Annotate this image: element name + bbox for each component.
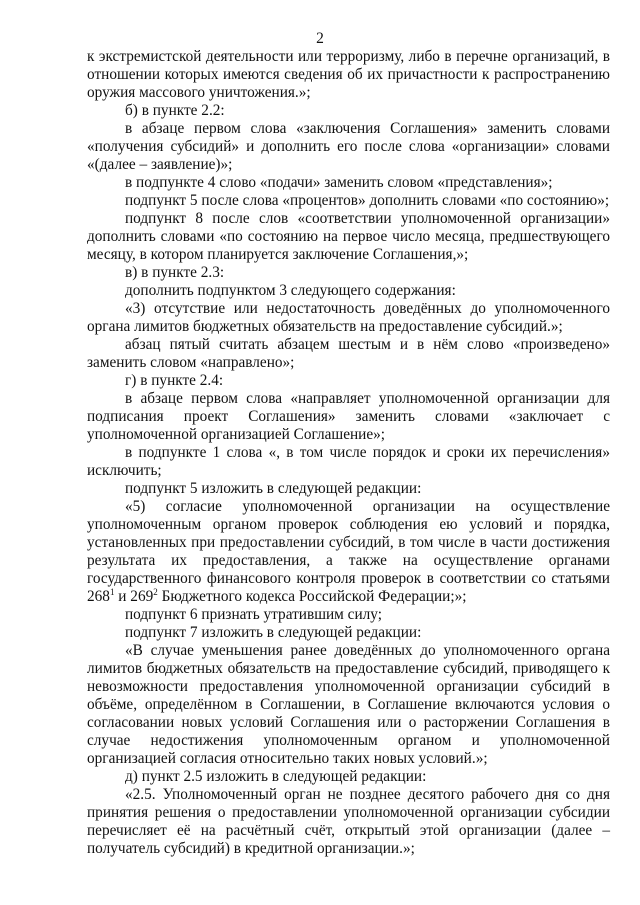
paragraph-text: «5) согласие уполномоченной организации на осуществление уполномоченным органом проверок соблюдения ею условий и порядка, установленных при предоставлении субсидий, в том числе в части достижения результата их предоставления, а также на осуществление органами государственного финансового контроля проверок в соответствии со статьями [87, 498, 610, 587]
paragraph: к экстремистской деятельности или терроризму, либо в перечне организаций, в отношении которых имеются сведения об их причастности к распространению оружия массового уничтожения.»; [87, 48, 610, 101]
paragraph: подпункт 6 признать утратившим силу; [125, 606, 382, 623]
paragraph: подпункт 5 изложить в следующей редакции: [125, 480, 422, 497]
page-number: 2 [316, 30, 324, 47]
paragraph: в подпункте 1 слова «, в том числе порядок и сроки их перечисления» исключить; [87, 444, 610, 479]
paragraph: в) в пункте 2.3: [125, 264, 225, 281]
article-number: 269 [130, 588, 154, 605]
article-number: 268 [87, 588, 110, 605]
document-body [87, 48, 610, 858]
paragraph: д) пункт 2.5 изложить в следующей редакции: [125, 768, 427, 785]
paragraph: в абзаце первом слова «заключения Соглашения» заменить словами «получения субсидий» и дополнить его после слова «организации» словами «(далее – заявление)»; [87, 120, 610, 173]
superscript: 2 [153, 587, 158, 597]
paragraph: абзац пятый считать абзацем шестым и в нём слово «произведено» заменить словом «направлено»; [87, 336, 610, 371]
conjunction: и [114, 588, 131, 605]
paragraph: «В случае уменьшения ранее доведённых до уполномоченного органа лимитов бюджетных обязательств на предоставление субсидий, приводящего к невозможности предоставления уполномоченной организации субсидий в объёме, определённом в Соглашении, в Соглашение включаются условия о согласовании новых условий Соглашения или о расторжении Соглашения в случае недостижения уполномоченным органом и уполномоченной организацией согласия относительно таких новых условий.»; [87, 642, 610, 767]
paragraph: «3) отсутствие или недостаточность доведённых до уполномоченного органа лимитов бюджетных обязательств на предоставление субсидий.»; [87, 300, 610, 335]
paragraph: дополнить подпунктом 3 следующего содержания: [125, 282, 456, 299]
paragraph: в абзаце первом слова «направляет уполномоченной организации для подписания проект Соглашения» заменить словами «заключает с уполномоченной организацией Соглашение»; [87, 390, 610, 443]
paragraph: в подпункте 4 слово «подачи» заменить словом «представления»; [125, 174, 553, 191]
paragraph: подпункт 5 после слова «процентов» дополнить словами «по состоянию»; [125, 192, 610, 209]
paragraph-tail: Бюджетного кодекса Российской Федерации;»; [157, 588, 467, 605]
paragraph: б) в пункте 2.2: [125, 102, 225, 119]
paragraph: г) в пункте 2.4: [125, 372, 224, 389]
superscript: 1 [109, 587, 115, 597]
paragraph: «2.5. Уполномоченный орган не позднее десятого рабочего дня со дня принятия решения о предоставлении уполномоченной организации субсидии перечисляет её на расчётный счёт, открытый этой организации (далее – получатель субсидий) в кредитной организации.»; [87, 786, 610, 857]
paragraph: подпункт 8 после слов «соответствии уполномоченной организации» дополнить словами «по состоянию на первое число месяца, предшествующего месяцу, в котором планируется заключение Соглашения,»; [87, 210, 610, 263]
paragraph: подпункт 7 изложить в следующей редакции: [125, 624, 422, 641]
paragraph-with-superscripts [87, 498, 610, 606]
